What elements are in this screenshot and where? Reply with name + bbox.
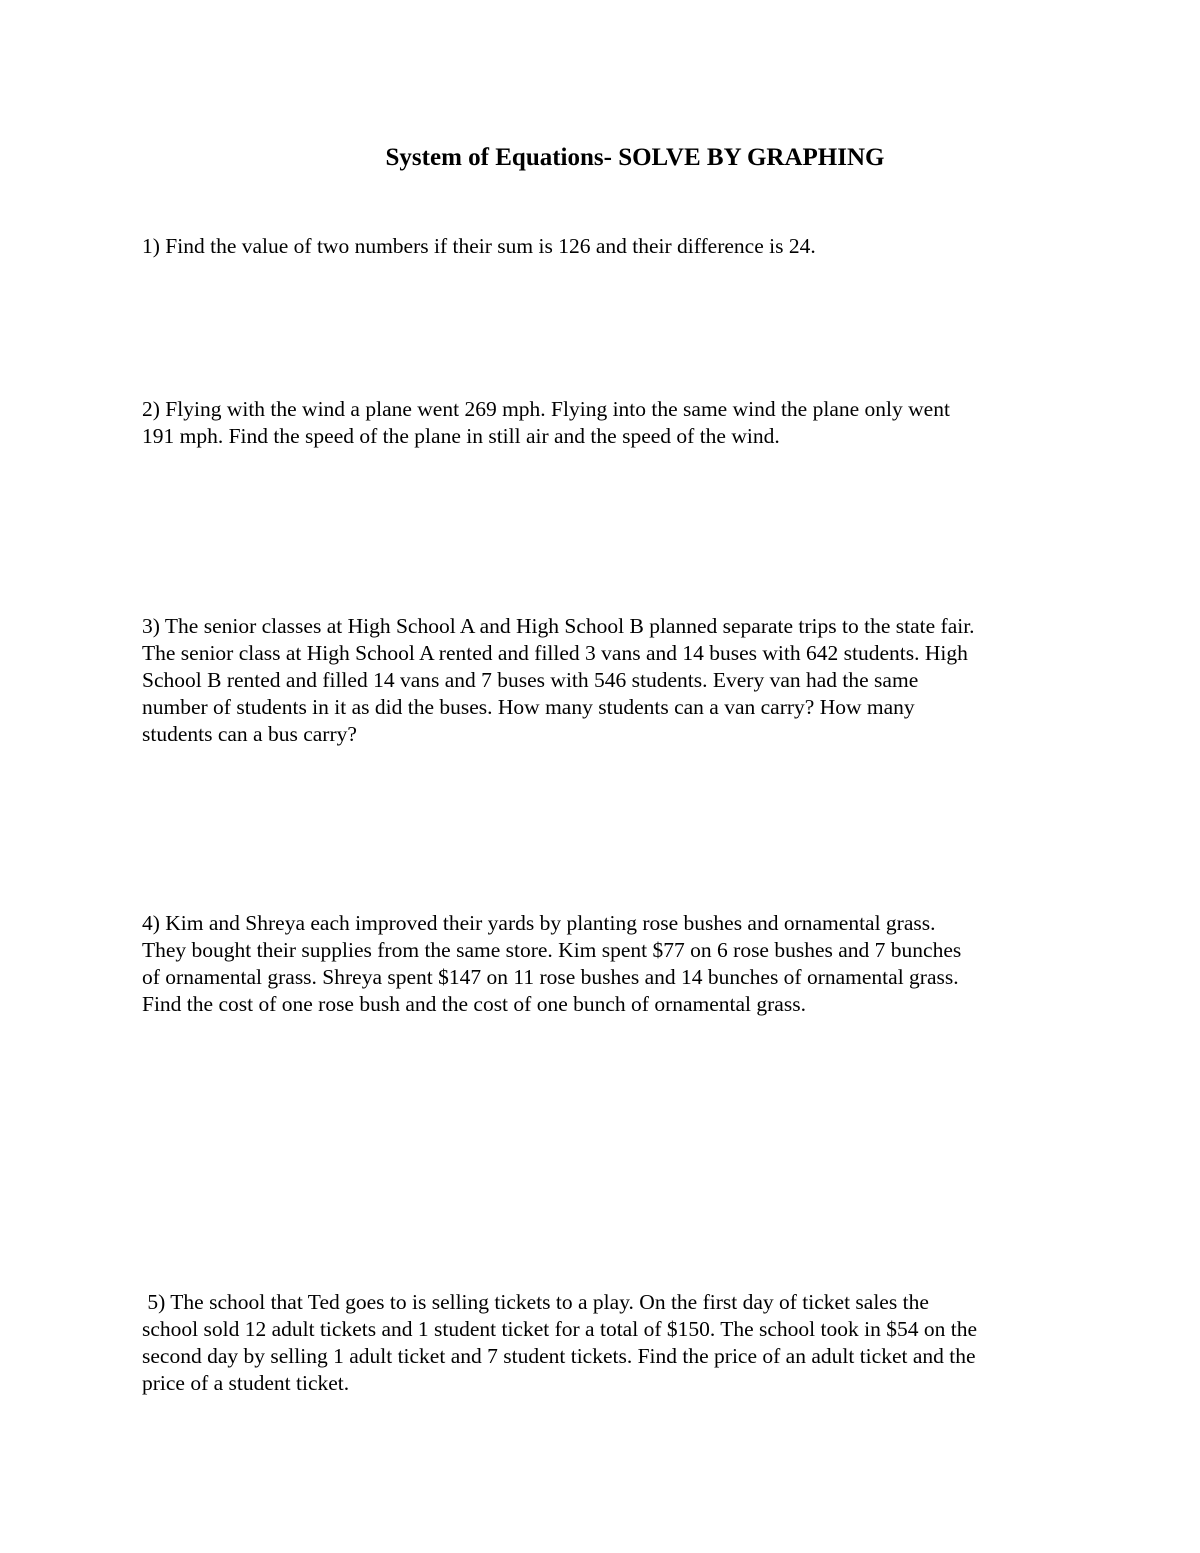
problem-2 [142, 396, 1102, 450]
problem-line: 4) Kim and Shreya each improved their yards by planting rose bushes and ornamental grass. [142, 911, 936, 935]
worksheet-title: System of Equations- SOLVE BY GRAPHING [385, 144, 885, 171]
problem-4 [142, 910, 1102, 1018]
problem-line: number of students in it as did the buses. How many students can a van carry? How many [142, 695, 915, 719]
problem-line: students can a bus carry? [142, 722, 357, 746]
problem-1 [142, 233, 1102, 260]
problem-5 [142, 1289, 1102, 1397]
problem-line: 1) Find the value of two numbers if their sum is 126 and their difference is 24. [142, 234, 816, 258]
problem-3 [142, 613, 1102, 748]
problem-line: 3) The senior classes at High School A and High School B planned separate trips to the state fair. [142, 614, 975, 638]
problem-line: price of a student ticket. [142, 1371, 350, 1395]
problem-line: 191 mph. Find the speed of the plane in still air and the speed of the wind. [142, 424, 780, 448]
problem-line: second day by selling 1 adult ticket and 7 student tickets. Find the price of an adult ticket and the [142, 1344, 976, 1368]
problem-line: School B rented and filled 14 vans and 7 buses with 546 students. Every van had the same [142, 668, 919, 692]
problem-line: of ornamental grass. Shreya spent $147 on 11 rose bushes and 14 bunches of ornamental grass. [142, 965, 959, 989]
problem-line: Find the cost of one rose bush and the cost of one bunch of ornamental grass. [142, 992, 806, 1016]
problem-line: They bought their supplies from the same store. Kim spent $77 on 6 rose bushes and 7 bunches [142, 938, 962, 962]
problem-line: 5) The school that Ted goes to is selling tickets to a play. On the first day of ticket sales the [142, 1290, 929, 1314]
problem-line: school sold 12 adult tickets and 1 student ticket for a total of $150. The school took in $54 on the [142, 1317, 977, 1341]
problem-line: The senior class at High School A rented and filled 3 vans and 14 buses with 642 students. High [142, 641, 968, 665]
problem-line: 2) Flying with the wind a plane went 269 mph. Flying into the same wind the plane only went [142, 397, 950, 421]
